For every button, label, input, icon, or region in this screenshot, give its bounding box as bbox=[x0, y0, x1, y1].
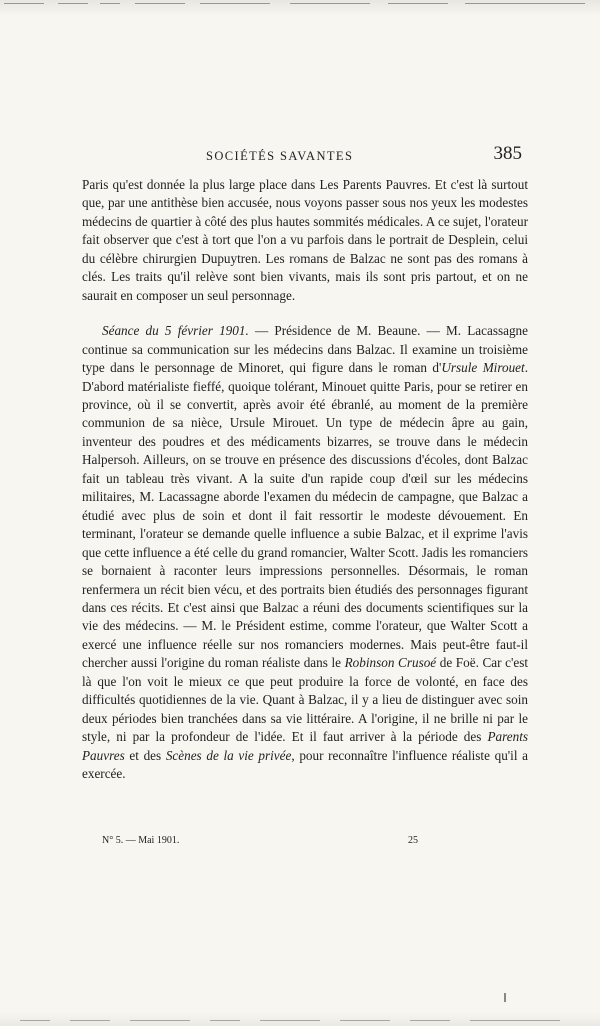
bottom-page-edge bbox=[0, 1012, 600, 1026]
paragraph-2-text-b: . D'abord matérialiste fieffé, quoique tolérant, Minouet quitte Paris, pour se retirer en province, où il se convertit, après avoir été ébranlé, au moment de la première communion de sa nièce, Ursule Mirouet. Un type de médecin âpre au gain, inventeur des poudres et des médicaments bizarres, se trouve dans le médecin Halpersoh. Ailleurs, on se trouve en présence des discussions d'écoles, dont Balzac fait un tableau très vivant. A la suite d'un rapide coup d'œil sur les médecins militaires, M. Lacassagne aborde l'examen du médecin de campagne, que Balzac a étudié avec plus de soin et dont il fait ressortir le modeste dévouement. En terminant, l'orateur se demande quelle influence a subie Balzac, et il exprime l'avis que cette influence a été celle du grand romancier, Walter Scott. Jadis les romanciers se bornaient à raconter leurs impressions personnelles. Désormais, le roman renfermera un récit bien vécu, et des portraits bien étudiés des personnages figurant dans ces récits. Et c'est ainsi que Balzac a réuni des documents scientifiques sur la vie des médecins. — M. le Président estime, comme l'orateur, que Walter Scott a exercé une influence réelle sur nos romanciers modernes. Mais peut-être faut-il chercher aussi l'origine du roman réaliste dans le bbox=[82, 360, 528, 671]
session-label: Séance du 5 février 1901. bbox=[102, 323, 249, 339]
title-scenes-vie-privee: Scènes de la vie privée bbox=[165, 747, 292, 763]
title-robinson-crusoe: Robinson Crusoé bbox=[344, 655, 437, 671]
paragraph-1 bbox=[82, 176, 528, 305]
title-ursule-mirouet: Ursule Mirouet bbox=[441, 360, 525, 376]
paragraph-1-text: Paris qu'est donnée la plus large place dans Les Parents Pauvres. Et c'est là surtout que, par une antithèse bien accusée, nous voyons passer sous nos yeux les modestes médecins de quartier à côté des plus hautes sommités médicales. A ce sujet, l'orateur fait observer que c'est à tort que l'on a vu parfois dans le portrait de Desplein, celui du célèbre chirurgien Dupuytren. Les romans de Balzac ne sont pas des romans à clés. Les traits qu'il relève sont bien vivants, mais ils sont pris partout, et on ne saurait en composer un seul personnage. bbox=[82, 177, 528, 303]
margin-mark bbox=[504, 993, 506, 1002]
paragraph-2-text-c: de Foë. Car c'est là que l'on voit le mieux ce que peut produire la force de volonté, en face des difficultés quotidiennes de la vie. Quant à Balzac, il y a lieu de distinguer avec soin deux périodes bien tranchées dans sa vie littéraire. A l'origine, il ne brille ni par le style, ni par la profondeur de l'idée. Et il faut arriver à la période des bbox=[82, 655, 529, 745]
top-page-edge bbox=[0, 0, 600, 16]
body-text bbox=[82, 176, 528, 784]
page-number: 385 bbox=[493, 143, 522, 164]
issue-line: N° 5. — Mai 1901. bbox=[102, 835, 180, 846]
paragraph-2-text-a: — Présidence de M. Beaune. — M. Lacassagne continue sa communication sur les médecins dans Balzac. Il examine un troisième type dans le personnage de Minoret, qui figure dans le roman d' bbox=[82, 323, 528, 376]
running-head: SOCIÉTÉS SAVANTES bbox=[206, 149, 354, 163]
page-header bbox=[82, 143, 528, 173]
paragraph-2-text-d: et des bbox=[124, 747, 166, 763]
title-parents-pauvres: Parents Pauvres bbox=[82, 729, 528, 763]
paragraph-2 bbox=[82, 322, 528, 783]
paragraph-2-text-e: , pour reconnaître l'influence réaliste qu'il a exercée. bbox=[82, 747, 528, 782]
signature-mark: 25 bbox=[408, 835, 418, 846]
